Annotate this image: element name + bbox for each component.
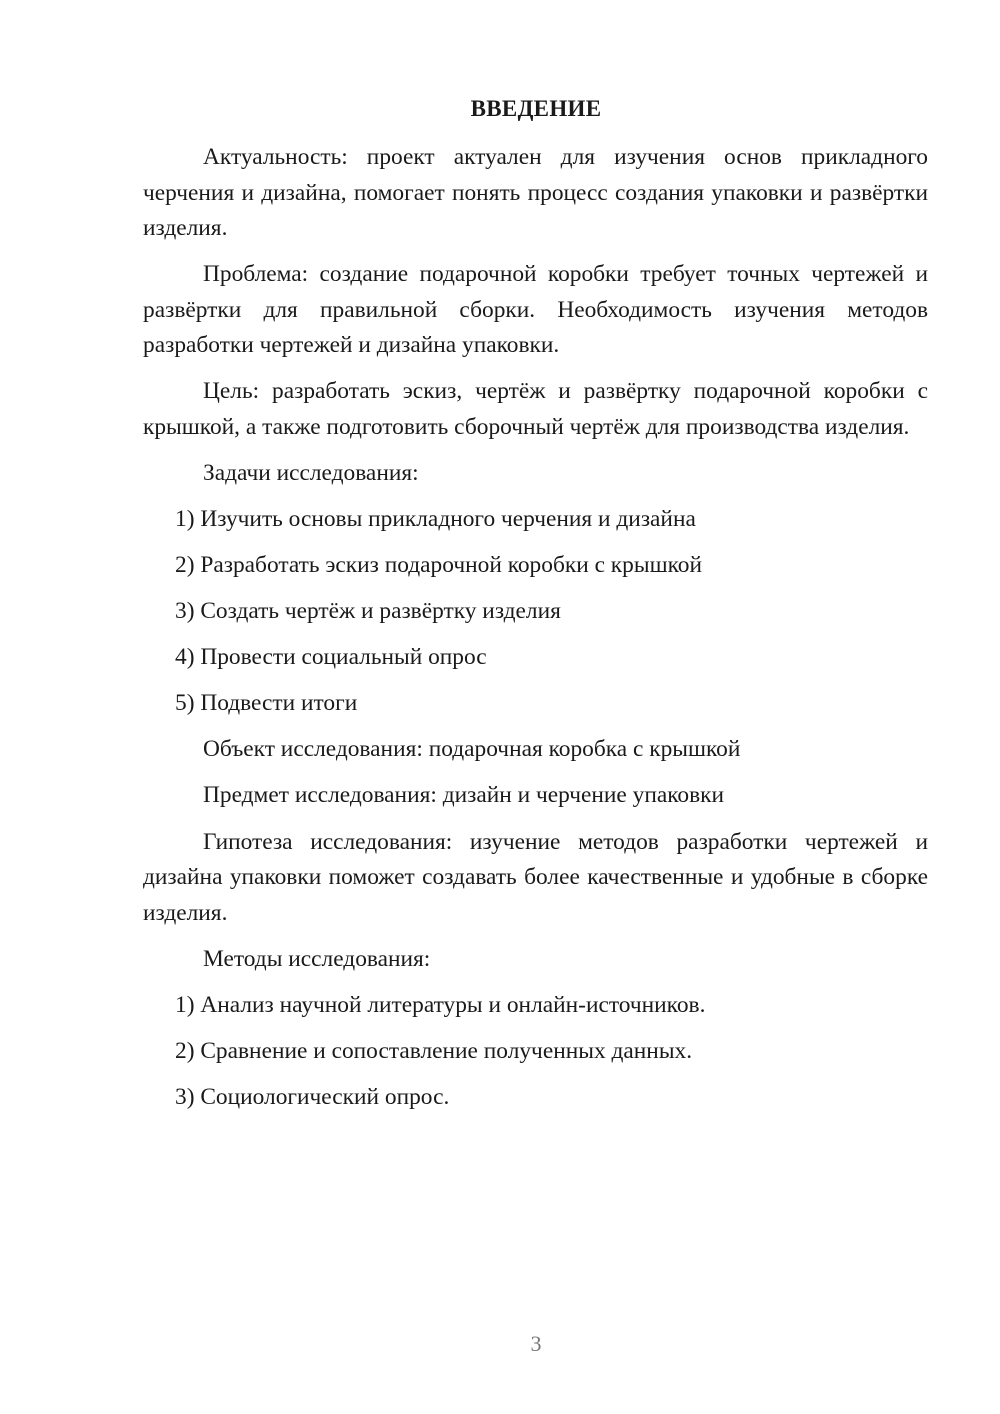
methods-heading: Методы исследования: — [203, 945, 431, 972]
tasks-list — [143, 502, 928, 722]
problem-paragraph: Проблема: создание подарочной коробки требует точных чертежей и развёртки для правильной сборки. Необходимость изучения методов разработки чертежей и дизайна упаковки. — [143, 261, 928, 359]
intro-content — [143, 140, 928, 1126]
list-item: 1) Анализ научной литературы и онлайн-источников. — [175, 991, 706, 1018]
page-number: 3 — [530, 1331, 542, 1356]
subject-line: Предмет исследования: дизайн и черчение упаковки — [203, 782, 725, 809]
object-line: Объект исследования: подарочная коробка с крышкой — [203, 736, 741, 763]
goal-paragraph: Цель: разработать эскиз, чертёж и развёртку подарочной коробки с крышкой, а также подготовить сборочный чертёж для производства изделия. — [143, 378, 928, 440]
methods-list — [143, 988, 928, 1116]
tasks-heading: Задачи исследования: — [203, 459, 419, 486]
page-title: ВВЕДЕНИЕ — [470, 96, 602, 121]
list-item: 1) Изучить основы прикладного черчения и дизайна — [175, 505, 696, 532]
relevance-paragraph: Актуальность: проект актуален для изучения основ прикладного черчения и дизайна, помогает понять процесс создания упаковки и развёртки изделия. — [143, 144, 928, 241]
list-item: 3) Создать чертёж и развёртку изделия — [175, 598, 561, 625]
list-item: 3) Социологический опрос. — [175, 1083, 450, 1110]
hypothesis-paragraph: Гипотеза исследования: изучение методов разработки чертежей и дизайна упаковки поможет создавать более качественные и удобные в сборке изделия. — [143, 828, 928, 926]
list-item: 4) Провести социальный опрос — [175, 644, 487, 671]
list-item: 2) Разработать эскиз подарочной коробки с крышкой — [175, 551, 702, 578]
list-item: 2) Сравнение и сопоставление полученных данных. — [175, 1037, 693, 1064]
list-item: 5) Подвести итоги — [175, 690, 358, 717]
